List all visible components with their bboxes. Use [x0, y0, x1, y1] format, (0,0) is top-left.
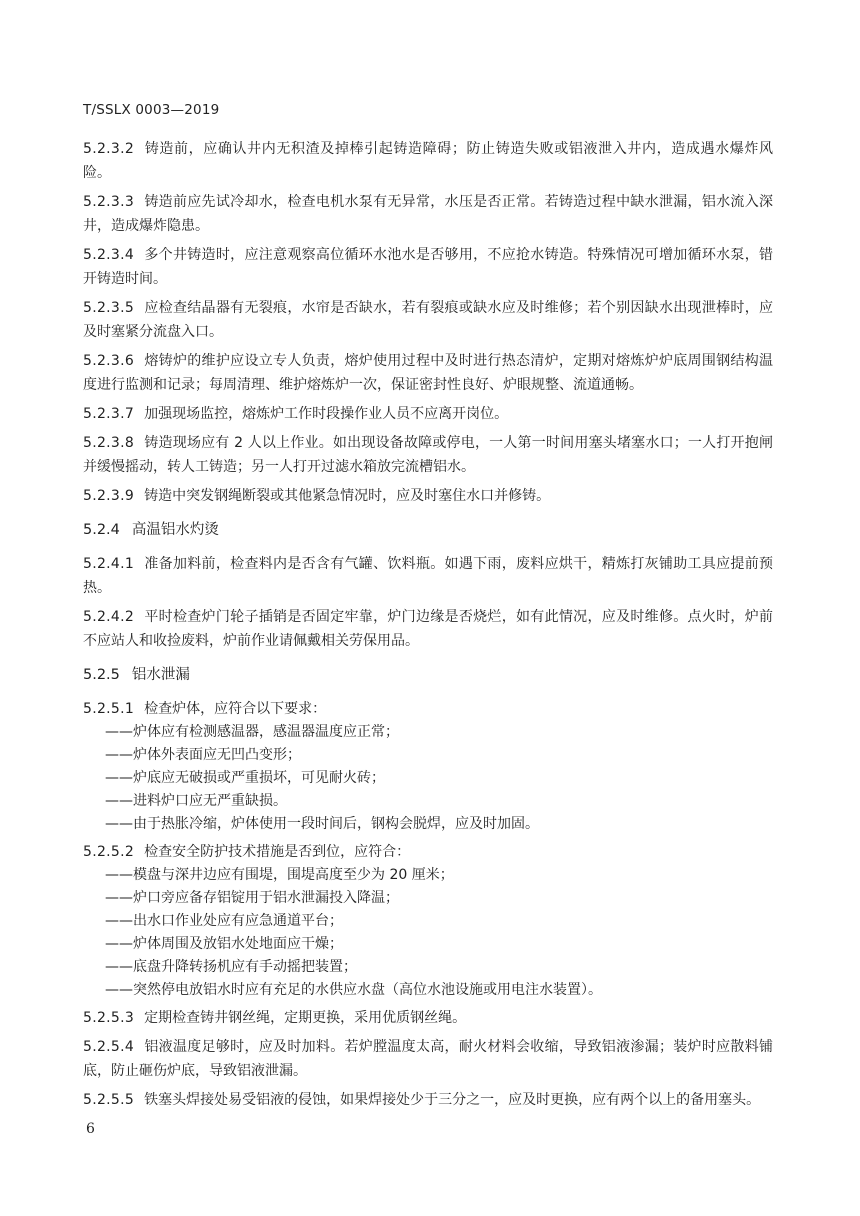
clause-5-2-5-1	[83, 697, 773, 721]
clause-number: 5.2.5.1	[83, 701, 135, 717]
clause-text: 平时检查炉门轮子插销是否固定牢靠，炉门边缘是否烧烂，如有此情况，应及时维修。点火时，炉前不应站人和收捡废料，炉前作业请佩戴相关劳保用品。	[83, 609, 773, 649]
clause-text: 检查炉体，应符合以下要求：	[144, 701, 327, 717]
page-number: 6	[86, 1121, 95, 1137]
clause-5-2-3-2	[83, 137, 773, 185]
clause-number: 5.2.3.4	[83, 247, 135, 263]
list-item: ——炉体应有检测感温器，感温器温度应正常；	[105, 724, 399, 740]
clause-text: 铸造中突发钢绳断裂或其他紧急情况时，应及时塞住水口并修铸。	[144, 488, 551, 504]
section-number: 5.2.4	[83, 522, 120, 538]
list-item: ——出水口作业处应有应急通道平台；	[105, 913, 343, 929]
clause-5-2-5-5	[83, 1088, 773, 1112]
clause-text: 铸造前，应确认井内无积渣及掉棒引起铸造障碍；防止铸造失败或铝液泄入井内，造成遇水爆炸风险。	[83, 141, 773, 181]
clause-number: 5.2.3.5	[83, 300, 135, 316]
list-item: ——炉体周围及放铝水处地面应干燥；	[105, 936, 343, 952]
clause-5-2-4-1	[83, 552, 773, 600]
clause-5-2-5-2	[83, 840, 773, 864]
clause-number: 5.2.5.5	[83, 1092, 135, 1108]
clause-text: 加强现场监控，熔炼炉工作时段操作业人员不应离开岗位。	[144, 406, 509, 422]
requirement-list-5-2-5-1	[83, 721, 773, 836]
clause-text: 定期检查铸井钢丝绳，定期更换，采用优质钢丝绳。	[144, 1010, 467, 1026]
list-item: ——突然停电放铝水时应有充足的水供应水盘（高位水池设施或用电注水装置）。	[105, 982, 602, 998]
section-title: 高温铝水灼烫	[131, 522, 219, 538]
clause-number: 5.2.3.7	[83, 406, 135, 422]
clause-number: 5.2.5.2	[83, 844, 135, 860]
clause-number: 5.2.5.3	[83, 1010, 135, 1026]
requirement-list-5-2-5-2	[83, 864, 773, 1002]
clause-text: 铝液温度足够时，应及时加料。若炉膛温度太高，耐火材料会收缩，导致铝液渗漏；装炉时应散料铺底，防止砸伤炉底，导致铝液泄漏。	[83, 1039, 773, 1079]
list-item: ——炉底应无破损或严重损坏，可见耐火砖；	[105, 770, 385, 786]
clause-5-2-3-9	[83, 484, 773, 508]
clause-text: 铸造前应先试冷却水，检查电机水泵有无异常，水压是否正常。若铸造过程中缺水泄漏，铝水流入深井，造成爆炸隐患。	[83, 194, 773, 234]
section-number: 5.2.5	[83, 667, 120, 683]
clause-5-2-3-7	[83, 402, 773, 426]
section-heading-5-2-5	[83, 663, 773, 687]
clause-5-2-3-3	[83, 190, 773, 238]
clause-number: 5.2.3.3	[83, 194, 135, 210]
document-code: T/SSLX 0003—2019	[83, 102, 220, 118]
document-body	[83, 137, 773, 1117]
clause-5-2-5-3	[83, 1006, 773, 1030]
list-item: ——模盘与深井边应有围堤，围堤高度至少为 20 厘米；	[105, 867, 454, 883]
clause-5-2-3-5	[83, 296, 773, 344]
clause-5-2-3-4	[83, 243, 773, 291]
clause-number: 5.2.3.8	[83, 435, 135, 451]
clause-5-2-3-8	[83, 431, 773, 479]
clause-number: 5.2.4.2	[83, 609, 135, 625]
clause-number: 5.2.3.6	[83, 353, 135, 369]
clause-text: 铸造现场应有 2 人以上作业。如出现设备故障或停电，一人第一时间用塞头堵塞水口；一人打开抱闸并缓慢摇动，转人工铸造；另一人打开过滤水箱放完流槽铝水。	[83, 435, 773, 475]
clause-number: 5.2.4.1	[83, 556, 135, 572]
clause-5-2-3-6	[83, 349, 773, 397]
clause-5-2-4-2	[83, 605, 773, 653]
clause-text: 多个井铸造时，应注意观察高位循环水池水是否够用，不应抢水铸造。特殊情况可增加循环水泵，错开铸造时间。	[83, 247, 773, 287]
clause-text: 应检查结晶器有无裂痕，水帘是否缺水，若有裂痕或缺水应及时维修；若个别因缺水出现泄棒时，应及时塞紧分流盘入口。	[83, 300, 773, 340]
section-title: 铝水泄漏	[131, 667, 190, 683]
list-item: ——底盘升降转扬机应有手动摇把装置；	[105, 959, 357, 975]
list-item: ——由于热胀冷缩，炉体使用一段时间后，钢构会脱焊，应及时加固。	[105, 816, 539, 832]
list-item: ——炉口旁应备存铝锭用于铝水泄漏投入降温；	[105, 890, 399, 906]
clause-number: 5.2.5.4	[83, 1039, 135, 1055]
clause-text: 准备加料前，检查料内是否含有气罐、饮料瓶。如遇下雨，废料应烘干，精炼打灰铺助工具应提前预热。	[83, 556, 773, 596]
clause-text: 熔铸炉的维护应设立专人负责，熔炉使用过程中及时进行热态清炉，定期对熔炼炉炉底周围钢结构温度进行监测和记录；每周清理、维护熔炼炉一次，保证密封性良好、炉眼规整、流道通畅。	[83, 353, 773, 393]
list-item: ——进料炉口应无严重缺损。	[105, 793, 287, 809]
clause-text: 检查安全防护技术措施是否到位，应符合：	[144, 844, 411, 860]
clause-5-2-5-4	[83, 1035, 773, 1083]
clause-number: 5.2.3.9	[83, 488, 135, 504]
section-heading-5-2-4	[83, 518, 773, 542]
list-item: ——炉体外表面应无凹凸变形；	[105, 747, 301, 763]
clause-text: 铁塞头焊接处易受铝液的侵蚀，如果焊接处少于三分之一，应及时更换，应有两个以上的备用塞头。	[144, 1092, 761, 1108]
clause-number: 5.2.3.2	[83, 141, 135, 157]
